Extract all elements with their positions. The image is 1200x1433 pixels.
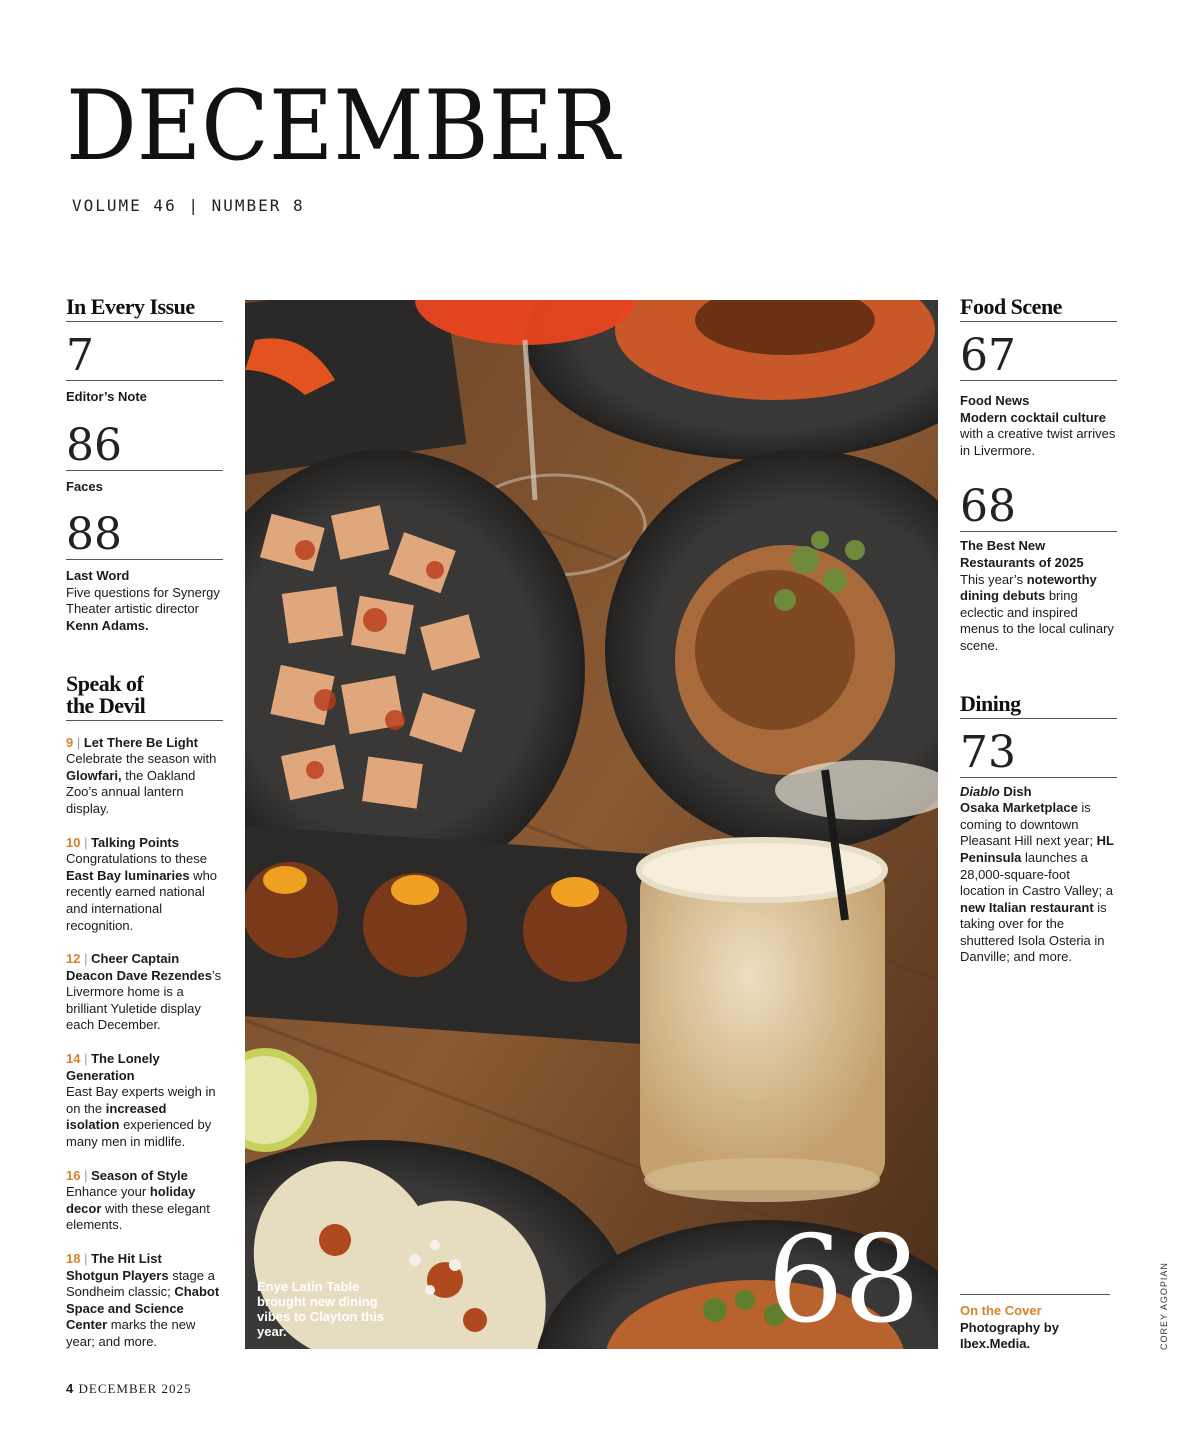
masthead-title: DECEMBER [66,70,620,182]
photo-caption: Enye Latin Table brought new dining vibes to Clayton this year. [257,1279,385,1339]
entry-text: Five questions for Synergy Theater artistic director [66,584,220,617]
toc-entry-food-news[interactable]: Food News Modern cocktail culture with a creative twist arrives in Livermore. [960,393,1116,458]
section-heading-in-every-issue: In Every Issue [66,296,223,322]
entry-title: Faces [66,478,103,494]
speak-of-the-devil-list [66,735,223,1351]
toc-entry-talking-points[interactable]: 10 | Talking Points Congratulations to these East Bay luminaries who recently earned national and international recognition. [66,834,218,933]
toc-entry-editors-note[interactable] [66,389,223,406]
page-number-food-news: 67 [960,322,1117,381]
toc-entry-best-new-restaurants[interactable]: The Best New Restaurants of 2025 This year’s noteworthy dining debuts bring eclectic and inspired menus to the local culinary scene. [960,538,1114,653]
toc-entry-season-of-style[interactable]: 16 | Season of Style Enhance your holiday decor with these elegant elements. [66,1167,210,1233]
toc-entry-cheer-captain[interactable]: 12 | Cheer Captain Deacon Dave Rezendes’s Livermore home is a brilliant Yuletide display each December. [66,951,222,1033]
photo-page-number: 68 [767,1211,920,1349]
entry-title: Editor’s Note [66,389,147,404]
volume-number: VOLUME 46 | NUMBER 8 [72,196,305,215]
on-the-cover-text: Photography by Ibex.Media. [960,1319,1059,1352]
folio-issue: DECEMBER 2025 [78,1381,192,1396]
page-number-faces: 86 [66,412,223,471]
section-heading-speak-of-the-devil: Speak of the Devil [66,673,223,721]
left-column [66,296,223,1368]
folio-page: 4 [66,1381,75,1396]
toc-entry-diablo-dish[interactable]: Diablo Dish Osaka Marketplace is coming to downtown Pleasant Hill next year; HL Peninsula launches a 28,000-square-foot location in Castro Valley; a new Italian restaurant is taking over for the shuttered Isola Osteria in Danville; and more. [960,783,1114,965]
page-number-editors-note: 7 [66,322,223,381]
photo-credit: COREY AGOPIAN [1159,1262,1169,1350]
section-heading-food-scene: Food Scene [960,296,1117,322]
toc-entry-faces[interactable] [66,479,223,496]
toc-entry-the-hit-list[interactable]: 18 | The Hit List Shotgun Players stage a Sondheim classic; Chabot Space and Science Center marks the new year; and more. [66,1251,220,1349]
page-number-best-new-restaurants: 68 [960,473,1117,532]
page-number-diablo-dish: 73 [960,719,1117,778]
entry-bold: Kenn Adams. [66,617,149,633]
section-heading-dining: Dining [960,693,1117,719]
toc-entry-the-lonely-generation[interactable]: 14 | The Lonely Generation East Bay experts weigh in on the increased isolation experienced by many men in midlife. [66,1051,216,1150]
on-the-cover-label: On the Cover [960,1303,1042,1318]
entry-title: Last Word [66,568,130,584]
food-spread-illustration [245,300,938,1349]
folio [66,1381,192,1397]
page-number-last-word: 88 [66,501,223,560]
on-the-cover [960,1294,1110,1353]
toc-entry-let-there-be-light[interactable]: 9 | Let There Be Light Celebrate the season with Glowfari, the Oakland Zoo’s annual lantern display. [66,734,217,816]
toc-entry-last-word[interactable] [66,568,223,634]
cover-food-photo [245,300,938,1349]
right-column [960,296,1117,966]
